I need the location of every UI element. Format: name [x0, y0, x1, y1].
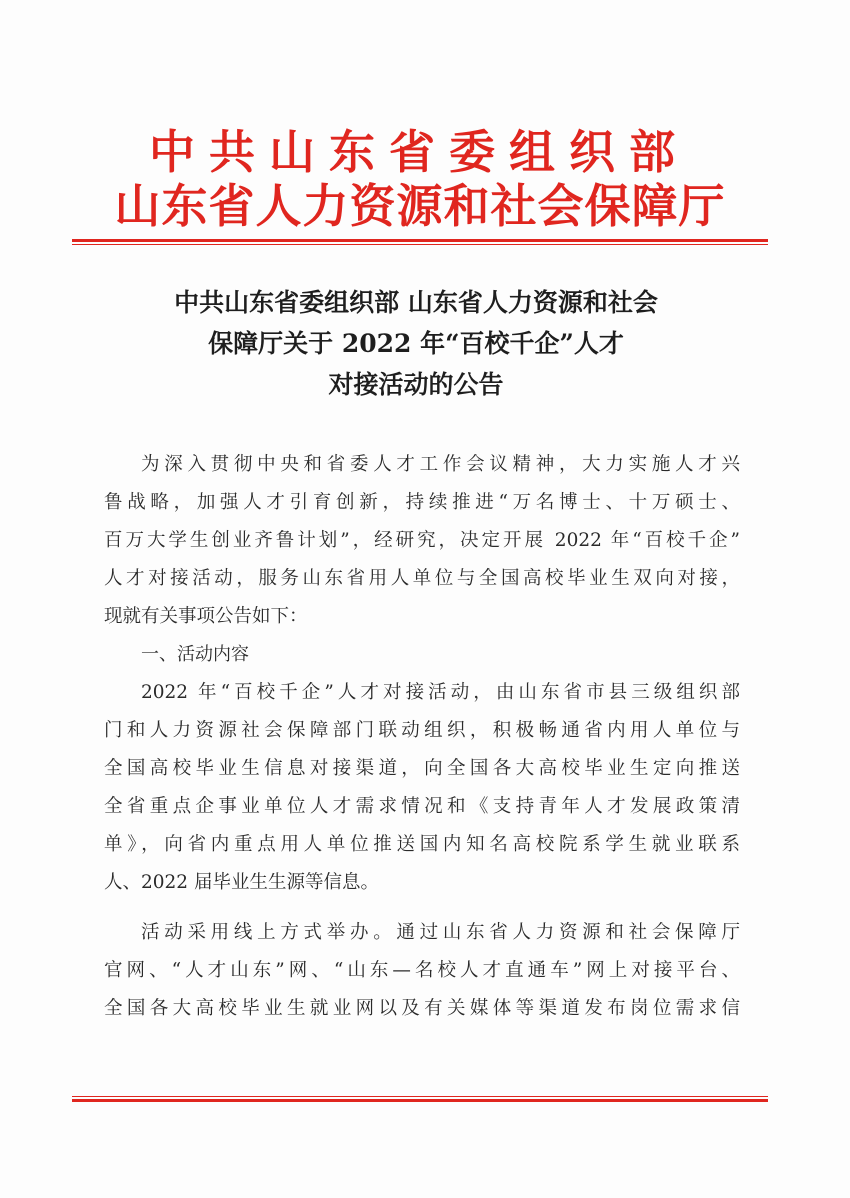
section-heading: 一、活动内容 [141, 644, 249, 665]
letterhead-issuer-1: 中共山东省委组织部 [149, 125, 689, 179]
footer-rule-thick [72, 1099, 768, 1102]
document-title [96, 282, 736, 405]
paragraph-activity [104, 674, 740, 902]
paragraph-line: 现就有关事项公告如下： [104, 606, 308, 627]
letterhead-issuer-2: 山东省人力资源和社会保障厅 [114, 179, 726, 233]
footer-rule-thin [72, 1096, 768, 1097]
paragraph-intro [104, 446, 740, 636]
paragraph-line: 百万大学生创业齐鲁计划”，经研究，决定开展 2022 年“百校千企” [104, 530, 740, 551]
paragraph-line: 鲁战略，加强人才引育创新，持续推进“万名博士、十万硕士、 [104, 492, 740, 513]
title-line-2: 保障厅关于 2022 年“百校千企”人才 [208, 329, 624, 358]
paragraph-line: 全省重点企事业单位人才需求情况和《支持青年人才发展政策清 [104, 796, 740, 817]
letterhead-rule-thick [72, 239, 768, 242]
paragraph-line: 全国高校毕业生信息对接渠道，向全国各大高校毕业生定向推送 [104, 758, 740, 779]
paragraph-line: 官网、“人才山东”网、“山东—名校人才直通车”网上对接平台、 [104, 960, 740, 981]
paragraph-line: 人、2022 届毕业生生源等信息。 [104, 872, 379, 893]
paragraph-line: 门和人力资源社会保障部门联动组织，积极畅通省内用人单位与 [104, 720, 740, 741]
paragraph-line: 活动采用线上方式举办。通过山东省人力资源和社会保障厅 [141, 922, 740, 943]
title-line-3: 对接活动的公告 [328, 370, 504, 399]
document-body [104, 446, 740, 1028]
paragraph-line: 2022 年“百校千企”人才对接活动，由山东省市县三级组织部 [141, 682, 740, 703]
paragraph-line: 单》，向省内重点用人单位推送国内知名高校院系学生就业联系 [104, 834, 740, 855]
paragraph-line: 人才对接活动，服务山东省用人单位与全国高校毕业生双向对接， [104, 568, 740, 589]
title-line-1: 中共山东省委组织部 山东省人力资源和社会 [174, 288, 658, 317]
paragraph-line: 全国各大高校毕业生就业网以及有关媒体等渠道发布岗位需求信 [104, 998, 740, 1019]
paragraph-line: 为深入贯彻中央和省委人才工作会议精神，大力实施人才兴 [141, 454, 740, 475]
letterhead-rule-thin [72, 244, 768, 245]
paragraph-method [104, 914, 740, 1028]
